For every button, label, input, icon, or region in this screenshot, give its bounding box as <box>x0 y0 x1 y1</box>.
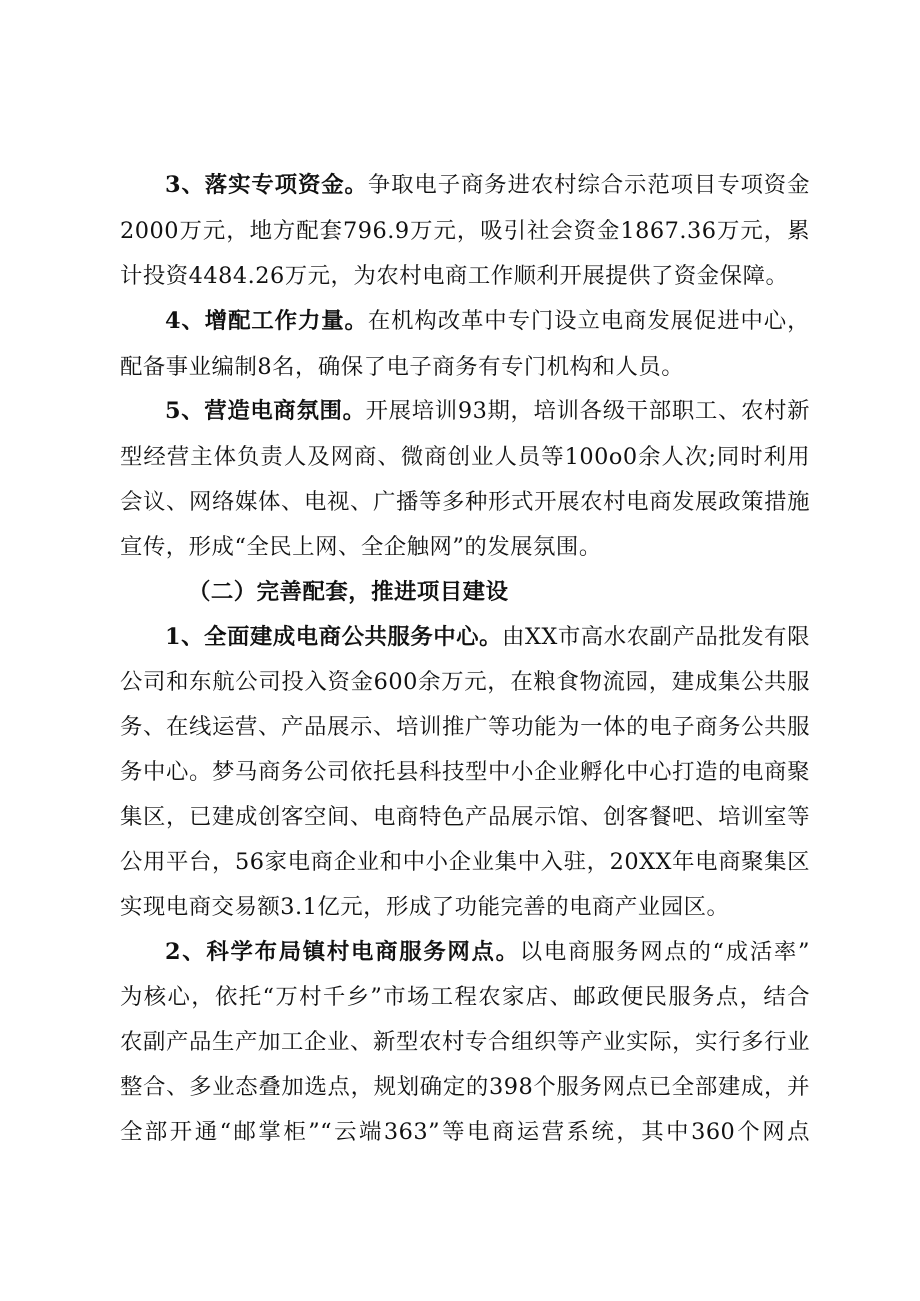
paragraph-4-line-2: 公司和东航公司投入资金600余万元，在粮食物流园，建成集公共服 <box>120 669 810 695</box>
paragraph-5-line-4: 整合、多业态叠加选点，规划确定的398个服务网点已全部建成，并 <box>120 1074 810 1100</box>
section-heading-2: （二）完善配套，推进项目建设 <box>188 579 509 605</box>
paragraph-5-line-1 <box>165 936 810 968</box>
paragraph-3-first-rest: 开展培训93期，培训各级干部职工、农村新 <box>365 398 810 424</box>
paragraph-4-lead: 1、全面建成电商公共服务中心。 <box>165 624 503 650</box>
paragraph-2-first-rest: 在机构改革中专门设立电商发展促进中心， <box>367 308 810 334</box>
paragraph-3-line-2: 型经营主体负责人及网商、微商创业人员等100o0余人次;同时利用 <box>120 444 810 470</box>
paragraph-3-line-4: 宣传，形成“全民上网、全企触网”的发展氛围。 <box>120 534 602 560</box>
paragraph-5-line-3: 农副产品生产加工企业、新型农村专合组织等产业实际，实行多行业 <box>120 1029 810 1055</box>
paragraph-1-line-3: 计投资4484.26万元，为农村电商工作顺利开展提供了资金保障。 <box>120 263 789 289</box>
paragraph-1-lead: 3、落实专项资金。 <box>165 172 368 198</box>
paragraph-4-line-4: 务中心。梦马商务公司依托县科技型中小企业孵化中心打造的电商聚 <box>120 759 810 785</box>
paragraph-3-lead: 5、营造电商氛围。 <box>165 398 366 424</box>
paragraph-3-line-1 <box>165 395 810 427</box>
paragraph-1-first-rest: 争取电子商务进农村综合示范项目专项资金 <box>367 172 810 198</box>
paragraph-4-line-6: 公用平台，56家电商企业和中小企业集中入驻，20XX年电商聚集区 <box>120 849 810 875</box>
paragraph-4-line-7: 实现电商交易额3.1亿元，形成了功能完善的电商产业园区。 <box>120 894 730 920</box>
paragraph-4-line-1 <box>165 621 810 653</box>
paragraph-4-first-rest: 由XX市高水农副产品批发有限 <box>502 624 810 650</box>
paragraph-2-line-2: 配备事业编制8名，确保了电子商务有专门机构和人员。 <box>120 354 685 380</box>
paragraph-1-line-2: 2000万元，地方配套796.9万元，吸引社会资金1867.36万元，累 <box>120 218 810 244</box>
paragraph-1-line-1 <box>165 169 810 201</box>
paragraph-5-first-rest: 以电商服务网点的“成活率” <box>519 939 810 965</box>
paragraph-5-line-2: 为核心，依托“万村千乡”市场工程农家店、邮政便民服务点，结合 <box>120 984 810 1010</box>
paragraph-3-line-3: 会议、网络媒体、电视、广播等多种形式开展农村电商发展政策措施 <box>120 489 810 515</box>
paragraph-4-line-5: 集区，已建成创客空间、电商特色产品展示馆、创客餐吧、培训室等 <box>120 804 810 830</box>
paragraph-4-line-3: 务、在线运营、产品展示、培训推广等功能为一体的电子商务公共服 <box>120 714 810 740</box>
paragraph-2-line-1 <box>165 305 810 337</box>
paragraph-2-lead: 4、增配工作力量。 <box>165 308 368 334</box>
paragraph-5-line-5: 全部开通“邮掌柜”“云端363”等电商运营系统，其中360个网点 <box>120 1119 810 1145</box>
paragraph-5-lead: 2、科学布局镇村电商服务网点。 <box>165 939 520 965</box>
